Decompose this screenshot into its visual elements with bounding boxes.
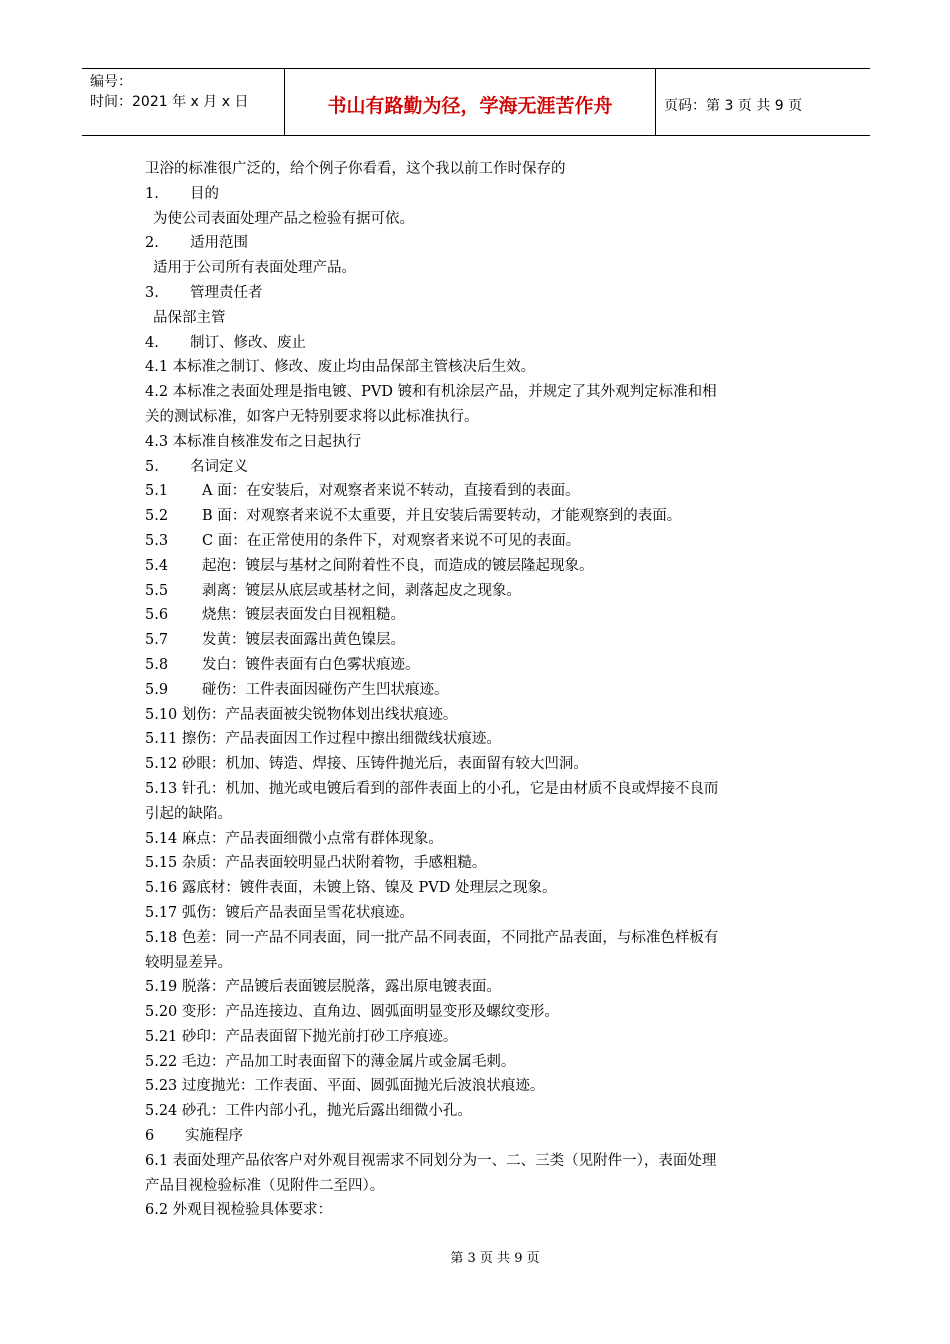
section-number: 1. <box>145 185 159 202</box>
body-line <box>145 876 815 901</box>
section-number: 5.1 <box>145 483 169 500</box>
line-text: 目的 <box>190 185 219 202</box>
line-text: 名词定义 <box>190 458 248 475</box>
line-text: 5.13 针孔：机加、抛光或电镀后看到的部件表面上的小孔，它是由材质不良或焊接不良而 <box>145 780 719 797</box>
body-line <box>145 678 815 703</box>
body-line <box>145 1074 815 1099</box>
line-text: 为使公司表面处理产品之检验有据可依。 <box>153 210 414 227</box>
line-text: 5.16 露底材：镀件表面，未镀上铬、镍及 PVD 处理层之现象。 <box>145 880 557 897</box>
body-line <box>145 504 815 529</box>
section-number: 2. <box>145 235 159 252</box>
header-motto: 书山有路勤为径，学海无涯苦作舟 <box>327 95 613 117</box>
line-text: A 面：在安装后，对观察者来说不转动，直接看到的表面。 <box>202 483 580 500</box>
body-line <box>145 975 815 1000</box>
line-text: 5.18 色差：同一产品不同表面，同一批产品不同表面，不同批产品表面，与标准色样板有 <box>145 929 719 946</box>
section-number: 5.4 <box>145 557 169 574</box>
line-text: 较明显差异。 <box>145 954 232 971</box>
body-line <box>145 827 815 852</box>
body-line <box>145 628 815 653</box>
number-label: 编号： <box>90 74 132 90</box>
document-body <box>145 157 815 1223</box>
section-number: 6 <box>145 1128 155 1145</box>
body-line <box>145 1174 815 1199</box>
page-footer: 第 3 页 共 9 页 <box>450 1251 540 1266</box>
body-line <box>145 157 815 182</box>
body-line <box>145 1149 815 1174</box>
line-text: 剥离：镀层从底层或基材之间，剥落起皮之现象。 <box>202 582 521 599</box>
body-line <box>145 1050 815 1075</box>
body-line <box>145 1099 815 1124</box>
body-line <box>145 926 815 951</box>
body-line <box>145 430 815 455</box>
line-text: 5.22 毛边：产品加工时表面留下的薄金属片或金属毛刺。 <box>145 1053 516 1070</box>
line-text: B 面：对观察者来说不太重要，并且安装后需要转动，才能观察到的表面。 <box>202 508 682 525</box>
line-text: 5.17 弧伤：镀后产品表面呈雪花状痕迹。 <box>145 904 414 921</box>
line-text: 5.12 砂眼：机加、铸造、焊接、压铸件抛光后，表面留有较大凹洞。 <box>145 756 588 773</box>
body-line <box>145 231 815 256</box>
line-text: 6.1 表面处理产品依客户对外观目视需求不同划分为一、二、三类（见附件一），表面处理 <box>145 1152 717 1169</box>
body-line <box>145 901 815 926</box>
section-number: 3. <box>145 284 159 301</box>
body-line <box>145 777 815 802</box>
body-line <box>145 207 815 232</box>
document-header <box>82 68 870 136</box>
line-text: 4.2 本标准之表面处理是指电镀、PVD 镀和有机涂层产品，并规定了其外观判定标准和相 <box>145 384 717 401</box>
line-text: 5.10 划伤：产品表面被尖锐物体划出线状痕迹。 <box>145 706 458 723</box>
line-text: 起泡：镀层与基材之间附着性不良，而造成的镀层隆起现象。 <box>202 557 594 574</box>
line-text: 发黄：镀层表面露出黄色镍层。 <box>202 632 405 649</box>
body-line <box>145 1025 815 1050</box>
body-line <box>145 653 815 678</box>
body-line <box>145 752 815 777</box>
body-line <box>145 380 815 405</box>
line-text: 产品目视检验标准（见附件二至四）。 <box>145 1177 385 1194</box>
section-number: 5.5 <box>145 582 169 599</box>
body-line <box>145 851 815 876</box>
line-text: 制订、修改、废止 <box>190 334 306 351</box>
body-line <box>145 355 815 380</box>
line-text: 4.3 本标准自核准发布之日起执行 <box>145 433 362 450</box>
line-text: 适用于公司所有表面处理产品。 <box>153 260 356 277</box>
section-number: 5.7 <box>145 632 169 649</box>
line-text: 5.24 砂孔：工件内部小孔，抛光后露出细微小孔。 <box>145 1103 472 1120</box>
line-text: 碰伤：工件表面因碰伤产生凹状痕迹。 <box>202 681 449 698</box>
line-text: 4.1 本标准之制订、修改、废止均由品保部主管核决后生效。 <box>145 359 536 376</box>
section-number: 5. <box>145 458 159 475</box>
time-label: 时间：2021 年 x 月 x 日 <box>90 94 249 110</box>
line-text: 5.23 过度抛光：工作表面、平面、圆弧面抛光后波浪状痕迹。 <box>145 1078 545 1095</box>
line-text: 5.11 擦伤：产品表面因工作过程中擦出细微线状痕迹。 <box>145 731 501 748</box>
body-line <box>145 1124 815 1149</box>
body-line <box>145 281 815 306</box>
page-number-label: 页码：第 3 页 共 9 页 <box>664 98 803 114</box>
body-line <box>145 727 815 752</box>
body-line <box>145 603 815 628</box>
body-line <box>145 554 815 579</box>
body-line <box>145 802 815 827</box>
header-middle-cell <box>285 69 656 135</box>
section-number: 5.3 <box>145 532 169 549</box>
line-text: 5.21 砂印：产品表面留下抛光前打砂工序痕迹。 <box>145 1028 458 1045</box>
body-line <box>145 306 815 331</box>
line-text: C 面：在正常使用的条件下，对观察者来说不可见的表面。 <box>202 532 581 549</box>
line-text: 引起的缺陷。 <box>145 805 232 822</box>
body-line <box>145 256 815 281</box>
section-number: 5.9 <box>145 681 169 698</box>
body-line <box>145 951 815 976</box>
body-line <box>145 182 815 207</box>
header-right-cell <box>656 69 870 135</box>
line-text: 烧焦：镀层表面发白目视粗糙。 <box>202 607 405 624</box>
line-text: 关的测试标准，如客户无特别要求将以此标准执行。 <box>145 408 479 425</box>
line-text: 5.14 麻点：产品表面细微小点常有群体现象。 <box>145 830 443 847</box>
body-line <box>145 1198 815 1223</box>
line-text: 发白：镀件表面有白色雾状痕迹。 <box>202 656 420 673</box>
line-text: 适用范围 <box>190 235 248 252</box>
line-text: 实施程序 <box>185 1128 243 1145</box>
line-text: 6.2 外观目视检验具体要求： <box>145 1202 333 1219</box>
body-line <box>145 455 815 480</box>
line-text: 管理责任者 <box>190 284 263 301</box>
body-line <box>145 579 815 604</box>
section-number: 4. <box>145 334 159 351</box>
body-line <box>145 1000 815 1025</box>
section-number: 5.8 <box>145 656 169 673</box>
body-line <box>145 479 815 504</box>
line-text: 品保部主管 <box>153 309 226 326</box>
line-text: 5.15 杂质：产品表面较明显凸状附着物，手感粗糙。 <box>145 855 487 872</box>
line-text: 5.20 变形：产品连接边、直角边、圆弧面明显变形及螺纹变形。 <box>145 1004 559 1021</box>
body-line <box>145 331 815 356</box>
body-line <box>145 529 815 554</box>
header-left-cell <box>82 69 285 135</box>
section-number: 5.6 <box>145 607 169 624</box>
body-line <box>145 405 815 430</box>
body-line <box>145 703 815 728</box>
line-text: 5.19 脱落：产品镀后表面镀层脱落，露出原电镀表面。 <box>145 979 501 996</box>
section-number: 5.2 <box>145 508 169 525</box>
line-text: 卫浴的标准很广泛的，给个例子你看看，这个我以前工作时保存的 <box>145 161 566 177</box>
